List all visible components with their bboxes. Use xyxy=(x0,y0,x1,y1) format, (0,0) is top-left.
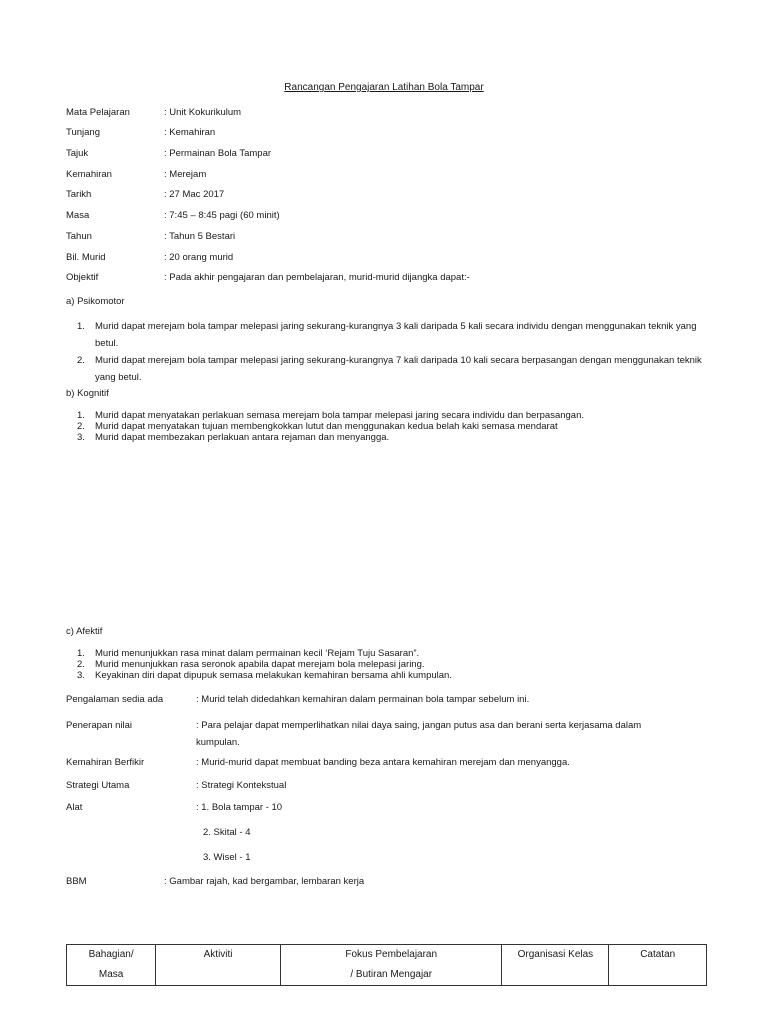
header-line: / Butiran Mengajar xyxy=(350,969,433,980)
field-value: : Murid telah didedahkan kemahiran dalam permainan bola tampar sebelum ini. xyxy=(196,694,530,705)
field-value: : Unit Kokurikulum xyxy=(164,107,242,118)
item-number: 1. xyxy=(77,321,85,332)
field-label: Penerapan nilai xyxy=(66,720,133,731)
list-item xyxy=(77,421,717,432)
field-label: Masa xyxy=(66,210,90,221)
list-item xyxy=(77,352,717,386)
section-afektif-heading: c) Afektif xyxy=(66,626,103,637)
lesson-table xyxy=(66,944,707,986)
field-label: Mata Pelajaran xyxy=(66,107,130,118)
field-label: Tajuk xyxy=(66,148,89,159)
header-line: Fokus Pembelajaran xyxy=(345,949,438,960)
list-item xyxy=(77,648,717,659)
item-text: Murid dapat membezakan perlakuan antara rejaman dan menyangga. xyxy=(95,432,390,443)
field-value: : 20 orang murid xyxy=(164,252,234,263)
section-psikomotor-heading: a) Psikomotor xyxy=(66,296,125,307)
item-text: Murid dapat menyatakan tujuan membengkokkan lutut dan menggunakan kedua belah kaki semasa mendarat xyxy=(95,421,558,432)
table-header-cell xyxy=(502,945,609,986)
field-value: : Pada akhir pengajaran dan pembelajaran, murid-murid dijangka dapat:- xyxy=(164,272,470,283)
item-number: 2. xyxy=(77,659,85,670)
field-label: Alat xyxy=(66,802,83,813)
field-value: : Murid-murid dapat membuat banding beza antara kemahiran merejam dan menyangga. xyxy=(196,757,570,768)
field-label: Tahun xyxy=(66,231,92,242)
field-label: Strategi Utama xyxy=(66,780,130,791)
field-value: : Kemahiran xyxy=(164,127,216,138)
table-header-cell xyxy=(156,945,281,986)
field-value: : 7:45 – 8:45 pagi (60 minit) xyxy=(164,210,280,221)
item-number: 3. xyxy=(77,432,85,443)
table-header-cell xyxy=(67,945,156,986)
field-label: Kemahiran xyxy=(66,169,112,180)
item-number: 1. xyxy=(77,410,85,421)
afektif-list xyxy=(77,648,717,681)
item-number: 2. xyxy=(77,355,85,366)
field-value: : 27 Mac 2017 xyxy=(164,189,225,200)
field-value: : Merejam xyxy=(164,169,207,180)
item-text: Murid menunjukkan rasa seronok apabila dapat merejam bola melepasi jaring. xyxy=(95,659,425,670)
item-text: Keyakinan diri dapat dipupuk semasa melakukan kemahiran bersama ahli kumpulan. xyxy=(95,670,452,681)
header-line: Aktiviti xyxy=(203,949,233,960)
header-line: Organisasi Kelas xyxy=(517,949,594,960)
list-item xyxy=(77,432,717,443)
table-header-cell xyxy=(281,945,502,986)
field-value: : Gambar rajah, kad bergambar, lembaran kerja xyxy=(164,876,365,887)
field-value: : Permainan Bola Tampar xyxy=(164,148,272,159)
list-item xyxy=(77,410,717,421)
alat-item: 2. Skital - 4 xyxy=(203,827,251,838)
field-label: Tunjang xyxy=(66,127,100,138)
field-label: Objektif xyxy=(66,272,99,283)
field-label: Bil. Murid xyxy=(66,252,106,263)
page-title: Rancangan Pengajaran Latihan Bola Tampar xyxy=(284,82,484,93)
header-line: Bahagian/ xyxy=(88,949,134,960)
field-value: : Para pelajar dapat memperlihatkan nilai daya saing, jangan putus asa dan berani serta kerjasama dalam kumpulan. xyxy=(196,720,642,748)
header-line: Masa xyxy=(98,969,124,980)
list-item xyxy=(77,318,717,352)
list-item xyxy=(77,659,717,670)
section-kognitif-heading: b) Kognitif xyxy=(66,388,109,399)
table-header-row xyxy=(67,945,707,986)
alat-item: 3. Wisel - 1 xyxy=(203,852,251,863)
list-item xyxy=(77,670,717,681)
item-text: Murid dapat menyatakan perlakuan semasa merejam bola tampar melepasi jaring secara individu dan berpasangan. xyxy=(95,410,584,421)
item-number: 1. xyxy=(77,648,85,659)
field-label: Pengalaman sedia ada xyxy=(66,694,164,705)
table-header-cell xyxy=(609,945,707,986)
field-value: : Strategi Kontekstual xyxy=(196,780,287,791)
item-text: Murid dapat merejam bola tampar melepasi jaring sekurang-kurangnya 3 kali daripada 5 kali secara individu dengan menggunakan teknik yang betul. xyxy=(95,321,697,349)
field-value: : Tahun 5 Bestari xyxy=(164,231,236,242)
item-text: Murid menunjukkan rasa minat dalam permainan kecil ‘Rejam Tuju Sasaran”. xyxy=(95,648,420,659)
kognitif-list xyxy=(77,410,717,443)
field-label: BBM xyxy=(66,876,87,887)
item-number: 2. xyxy=(77,421,85,432)
field-label: Tarikh xyxy=(66,189,92,200)
field-label: Kemahiran Berfikir xyxy=(66,757,145,768)
item-text: Murid dapat merejam bola tampar melepasi jaring sekurang-kurangnya 7 kali daripada 10 kali secara berpasangan dengan menggunakan teknik yang betul. xyxy=(95,355,702,383)
alat-item: : 1. Bola tampar - 10 xyxy=(196,802,283,813)
header-line: Catatan xyxy=(640,949,676,960)
item-number: 3. xyxy=(77,670,85,681)
psikomotor-list xyxy=(77,318,717,386)
